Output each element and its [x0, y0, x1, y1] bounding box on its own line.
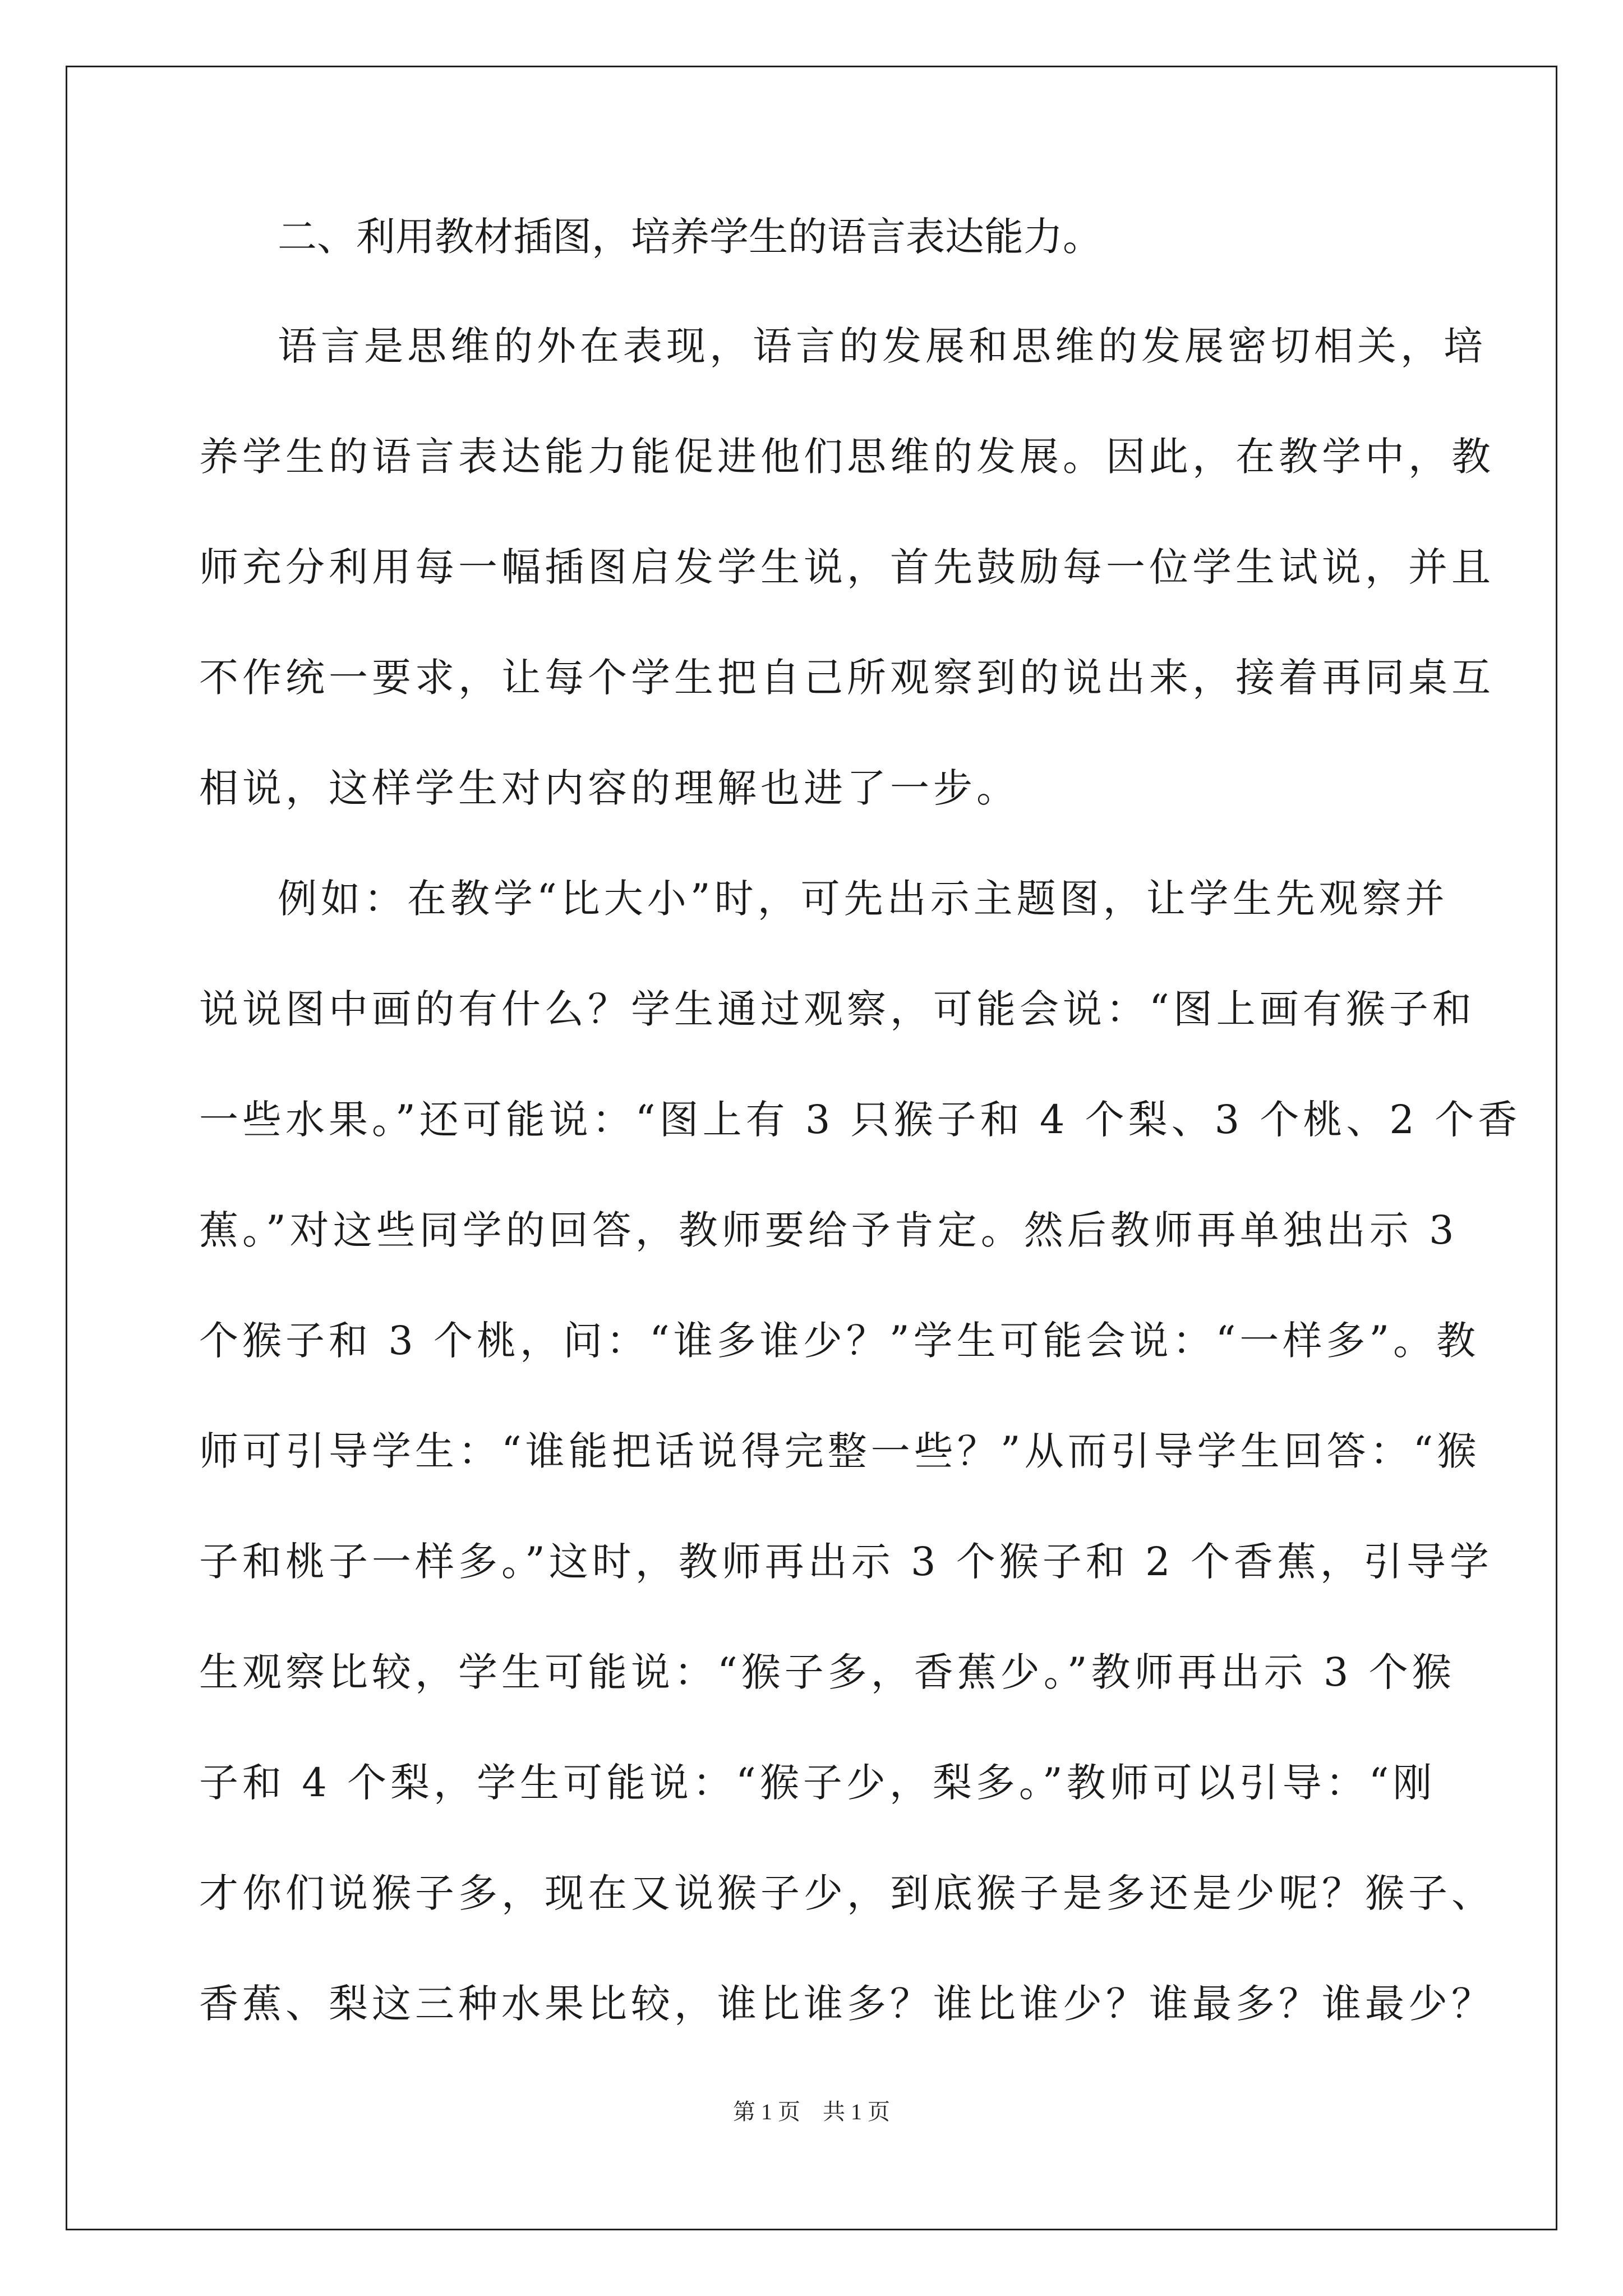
paragraph-line: 才你们说猴子多，现在又说猴子少，到底猴子是多还是少呢？猴子、	[199, 1870, 1495, 1916]
paragraph-line: 生观察比较，学生可能说：“猴子多，香蕉少。”教师再出示 3 个猴	[199, 1649, 1455, 1695]
paragraph-line: 语言是思维的外在表现，语言的发展和思维的发展密切相关，培	[278, 323, 1487, 369]
paragraph-line: 个猴子和 3 个桃，问：“谁多谁少？”学生可能会说：“一样多”。教	[199, 1318, 1480, 1364]
document-body	[199, 209, 1521, 2086]
page-total: 共 1 页	[823, 2099, 890, 2124]
paragraph-line: 养学生的语言表达能力能促进他们思维的发展。因此，在教学中，教	[199, 434, 1495, 480]
page-footer	[0, 2098, 1623, 2126]
paragraph-line: 不作统一要求，让每个学生把自己所观察到的说出来，接着再同桌互	[199, 655, 1495, 701]
paragraph-line: 说说图中画的有什么？学生通过观察，可能会说：“图上画有猴子和	[199, 986, 1476, 1032]
paragraph-line: 例如：在教学“比大小”时，可先出示主题图，让学生先观察并	[278, 876, 1449, 922]
paragraph-line: 蕉。”对这些同学的回答，教师要给予肯定。然后教师再单独出示 3	[199, 1207, 1458, 1253]
paragraph-line: 一些水果。”还可能说：“图上有 3 只猴子和 4 个梨、3 个桃、2 个香	[199, 1097, 1521, 1143]
paragraph-line: 师可引导学生：“谁能把话说得完整一些？”从而引导学生回答：“猴	[199, 1428, 1481, 1474]
paragraph-line: 子和桃子一样多。”这时，教师再出示 3 个猴子和 2 个香蕉，引导学	[199, 1539, 1493, 1585]
paragraph-line: 子和 4 个梨，学生可能说：“猴子少，梨多。”教师可以引导：“刚	[199, 1760, 1436, 1806]
page-number: 第 1 页	[733, 2099, 800, 2124]
section-heading: 二、利用教材插图，培养学生的语言表达能力。	[278, 214, 1102, 260]
paragraph-line: 师充分利用每一幅插图启发学生说，首先鼓励每一位学生试说，并且	[199, 544, 1495, 590]
spacer	[199, 265, 1427, 318]
paragraph-line: 相说，这样学生对内容的理解也进了一步。	[199, 765, 1020, 811]
paragraph-1	[199, 318, 1495, 816]
paragraph-line: 香蕉、梨这三种水果比较，谁比谁多？谁比谁少？谁最多？谁最少？	[199, 1981, 1495, 2027]
paragraph-2	[199, 871, 1521, 2032]
